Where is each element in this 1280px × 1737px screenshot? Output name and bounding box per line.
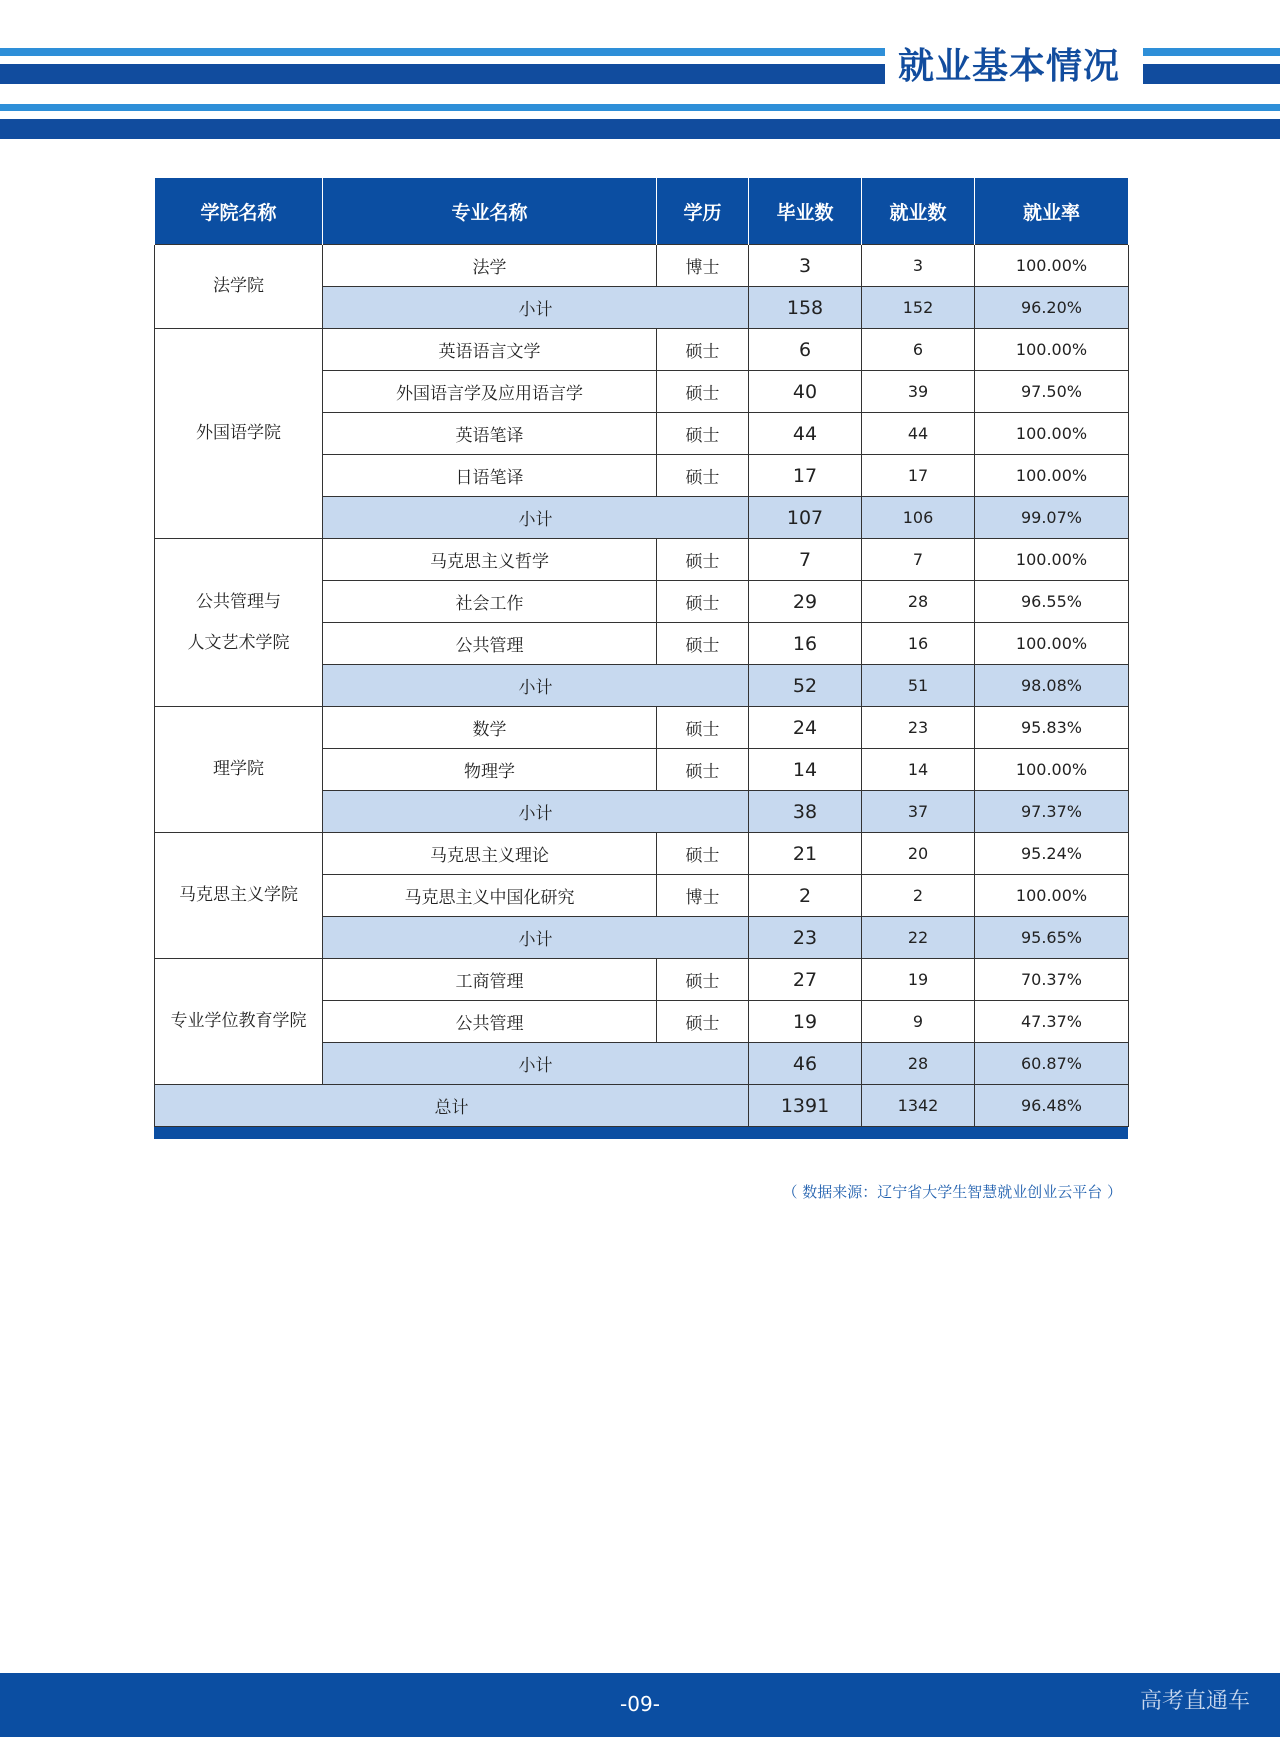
employed-cell: 44 [862,413,975,455]
graduates-cell: 16 [749,623,862,665]
major-cell: 公共管理 [323,1001,657,1043]
subtotal-rate: 98.08% [975,665,1129,707]
college-name-cell [155,833,323,959]
major-cell: 马克思主义理论 [323,833,657,875]
employed-cell: 6 [862,329,975,371]
degree-cell: 硕士 [657,623,749,665]
graduates-cell: 29 [749,581,862,623]
total-label: 总计 [155,1085,749,1127]
graduates-cell: 24 [749,707,862,749]
rate-cell: 100.00% [975,413,1129,455]
major-cell: 日语笔译 [323,455,657,497]
rate-cell: 47.37% [975,1001,1129,1043]
subtotal-employed: 28 [862,1043,975,1085]
major-cell: 马克思主义中国化研究 [323,875,657,917]
major-cell: 公共管理 [323,623,657,665]
employed-cell: 9 [862,1001,975,1043]
rate-cell: 100.00% [975,623,1129,665]
col-header-major: 专业名称 [323,178,657,245]
college-name-line: 人文艺术学院 [187,632,290,653]
graduates-cell: 19 [749,1001,862,1043]
college-name-line: 外国语学院 [196,423,281,443]
degree-cell: 硕士 [657,581,749,623]
subtotal-employed: 152 [862,287,975,329]
employed-cell: 7 [862,539,975,581]
header-stripe-dark-lower [0,119,1280,139]
employed-cell: 16 [862,623,975,665]
employed-cell: 3 [862,245,975,287]
major-cell: 英语语言文学 [323,329,657,371]
graduates-cell: 21 [749,833,862,875]
table-row [155,245,1129,287]
graduates-cell: 7 [749,539,862,581]
rate-cell: 70.37% [975,959,1129,1001]
table-row [155,833,1129,875]
table-bottom-bar [154,1127,1128,1139]
major-cell: 马克思主义哲学 [323,539,657,581]
total-graduates: 1391 [749,1085,862,1127]
graduates-cell: 3 [749,245,862,287]
subtotal-graduates: 46 [749,1043,862,1085]
header-stripe-dark [0,64,885,84]
major-cell: 数学 [323,707,657,749]
college-name-line: 法学院 [213,276,264,296]
rate-cell: 100.00% [975,749,1129,791]
graduates-cell: 27 [749,959,862,1001]
degree-cell: 硕士 [657,833,749,875]
subtotal-label: 小计 [323,665,749,707]
degree-cell: 硕士 [657,959,749,1001]
brand-watermark: 高考直通车 [1139,1689,1250,1714]
graduates-cell: 6 [749,329,862,371]
graduates-cell: 40 [749,371,862,413]
degree-cell: 硕士 [657,329,749,371]
employed-cell: 14 [862,749,975,791]
employed-cell: 17 [862,455,975,497]
degree-cell: 博士 [657,875,749,917]
subtotal-graduates: 23 [749,917,862,959]
subtotal-employed: 37 [862,791,975,833]
graduates-cell: 17 [749,455,862,497]
college-name-line: 专业学位教育学院 [170,1011,307,1031]
table-row [155,707,1129,749]
subtotal-employed: 106 [862,497,975,539]
table-row [155,329,1129,371]
major-cell: 英语笔译 [323,413,657,455]
table-row [155,539,1129,581]
table-row [155,959,1129,1001]
table-header-row [155,178,1129,245]
col-header-employed: 就业数 [862,178,975,245]
subtotal-rate: 96.20% [975,287,1129,329]
subtotal-employed: 22 [862,917,975,959]
degree-cell: 硕士 [657,455,749,497]
degree-cell: 硕士 [657,413,749,455]
graduates-cell: 2 [749,875,862,917]
subtotal-label: 小计 [323,917,749,959]
rate-cell: 100.00% [975,245,1129,287]
subtotal-label: 小计 [323,287,749,329]
table-body [155,245,1129,1127]
degree-cell: 硕士 [657,1001,749,1043]
degree-cell: 硕士 [657,707,749,749]
major-cell: 社会工作 [323,581,657,623]
rate-cell: 95.83% [975,707,1129,749]
rate-cell: 96.55% [975,581,1129,623]
subtotal-label: 小计 [323,1043,749,1085]
total-employed: 1342 [862,1085,975,1127]
degree-cell: 硕士 [657,539,749,581]
page-number: -09- [620,1692,660,1716]
college-name-cell [155,245,323,329]
rate-cell: 100.00% [975,329,1129,371]
college-name-cell [155,539,323,707]
college-name-line: 马克思主义学院 [179,885,298,905]
college-name-cell [155,959,323,1085]
subtotal-graduates: 38 [749,791,862,833]
rate-cell: 95.24% [975,833,1129,875]
degree-cell: 硕士 [657,749,749,791]
college-name-cell [155,329,323,539]
data-source-note: （ 数据来源：辽宁省大学生智慧就业创业云平台 ） [782,1183,1122,1201]
subtotal-employed: 51 [862,665,975,707]
subtotal-rate: 97.37% [975,791,1129,833]
header-stripe-light [0,48,885,56]
rate-cell: 100.00% [975,539,1129,581]
subtotal-label: 小计 [323,497,749,539]
subtotal-graduates: 52 [749,665,862,707]
major-cell: 外国语言学及应用语言学 [323,371,657,413]
graduates-cell: 14 [749,749,862,791]
college-name-line: 理学院 [213,759,264,779]
employed-cell: 2 [862,875,975,917]
college-name-line: 公共管理与 [196,591,281,612]
employment-table [154,178,1129,1127]
total-row [155,1085,1129,1127]
col-header-graduates: 毕业数 [749,178,862,245]
rate-cell: 97.50% [975,371,1129,413]
col-header-rate: 就业率 [975,178,1129,245]
major-cell: 物理学 [323,749,657,791]
employed-cell: 20 [862,833,975,875]
rate-cell: 100.00% [975,875,1129,917]
degree-cell: 硕士 [657,371,749,413]
total-rate: 96.48% [975,1085,1129,1127]
employed-cell: 19 [862,959,975,1001]
header-stripe-light-right [1143,48,1280,56]
subtotal-graduates: 107 [749,497,862,539]
subtotal-rate: 99.07% [975,497,1129,539]
major-cell: 工商管理 [323,959,657,1001]
rate-cell: 100.00% [975,455,1129,497]
page-title: 就业基本情况 [898,46,1121,87]
header-stripe-dark-right [1143,64,1280,84]
subtotal-rate: 60.87% [975,1043,1129,1085]
college-name-cell [155,707,323,833]
major-cell: 法学 [323,245,657,287]
col-header-college: 学院名称 [155,178,323,245]
subtotal-graduates: 158 [749,287,862,329]
employed-cell: 23 [862,707,975,749]
subtotal-rate: 95.65% [975,917,1129,959]
header-stripe-light-lower [0,104,1280,111]
subtotal-label: 小计 [323,791,749,833]
employed-cell: 39 [862,371,975,413]
degree-cell: 博士 [657,245,749,287]
graduates-cell: 44 [749,413,862,455]
employed-cell: 28 [862,581,975,623]
col-header-degree: 学历 [657,178,749,245]
